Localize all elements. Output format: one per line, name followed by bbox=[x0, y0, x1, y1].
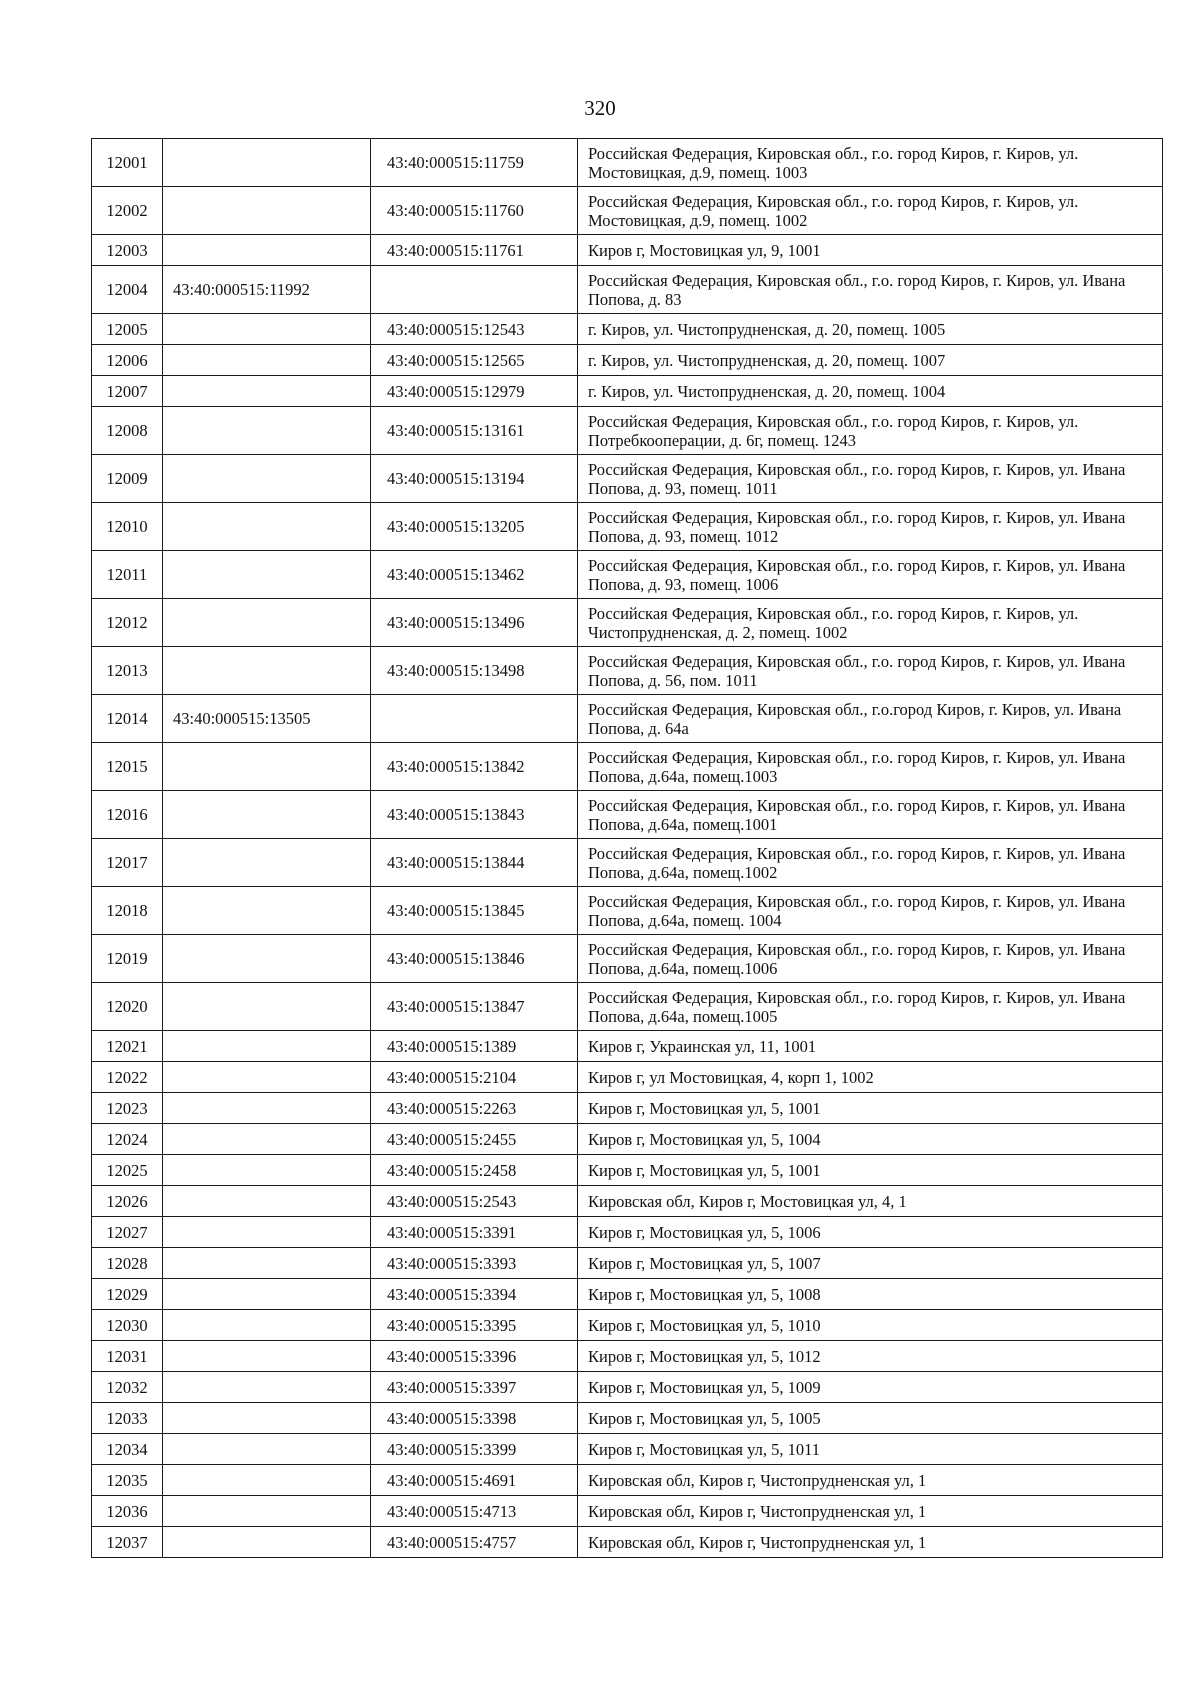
address: Российская Федерация, Кировская обл., г.о. город Киров, г. Киров, ул. Мостовицкая, д.9, помещ. 1003 bbox=[578, 139, 1163, 187]
row-number: 12013 bbox=[92, 647, 163, 695]
table-row bbox=[92, 1279, 1163, 1310]
cadastral-number: 43:40:000515:13462 bbox=[371, 551, 578, 599]
parent-cadastral-number bbox=[163, 743, 371, 791]
cadastral-number: 43:40:000515:4757 bbox=[371, 1527, 578, 1558]
row-number: 12012 bbox=[92, 599, 163, 647]
table-row bbox=[92, 1217, 1163, 1248]
cadastral-number: 43:40:000515:2458 bbox=[371, 1155, 578, 1186]
parent-cadastral-number bbox=[163, 1031, 371, 1062]
address: Российская Федерация, Кировская обл., г.о. город Киров, г. Киров, ул. Ивана Попова, д.64а, помещ.1003 bbox=[578, 743, 1163, 791]
row-number: 12015 bbox=[92, 743, 163, 791]
cadastral-number: 43:40:000515:3396 bbox=[371, 1341, 578, 1372]
table-row bbox=[92, 1434, 1163, 1465]
parent-cadastral-number bbox=[163, 407, 371, 455]
table-row bbox=[92, 743, 1163, 791]
table-row bbox=[92, 791, 1163, 839]
cadastral-number: 43:40:000515:13846 bbox=[371, 935, 578, 983]
cadastral-number: 43:40:000515:13843 bbox=[371, 791, 578, 839]
row-number: 12001 bbox=[92, 139, 163, 187]
address: Киров г, Мостовицкая ул, 9, 1001 bbox=[578, 235, 1163, 266]
table-row bbox=[92, 345, 1163, 376]
row-number: 12016 bbox=[92, 791, 163, 839]
row-number: 12009 bbox=[92, 455, 163, 503]
row-number: 12033 bbox=[92, 1403, 163, 1434]
row-number: 12028 bbox=[92, 1248, 163, 1279]
registry-table bbox=[91, 138, 1163, 1558]
table-row bbox=[92, 599, 1163, 647]
parent-cadastral-number bbox=[163, 1124, 371, 1155]
row-number: 12024 bbox=[92, 1124, 163, 1155]
cadastral-number: 43:40:000515:2543 bbox=[371, 1186, 578, 1217]
cadastral-number: 43:40:000515:3395 bbox=[371, 1310, 578, 1341]
parent-cadastral-number bbox=[163, 314, 371, 345]
row-number: 12036 bbox=[92, 1496, 163, 1527]
row-number: 12027 bbox=[92, 1217, 163, 1248]
row-number: 12018 bbox=[92, 887, 163, 935]
parent-cadastral-number bbox=[163, 455, 371, 503]
cadastral-number: 43:40:000515:1389 bbox=[371, 1031, 578, 1062]
parent-cadastral-number bbox=[163, 1434, 371, 1465]
parent-cadastral-number bbox=[163, 599, 371, 647]
row-number: 12002 bbox=[92, 187, 163, 235]
table-row bbox=[92, 887, 1163, 935]
address: Кировская обл, Киров г, Чистопрудненская ул, 1 bbox=[578, 1496, 1163, 1527]
table-row bbox=[92, 266, 1163, 314]
cadastral-number: 43:40:000515:2455 bbox=[371, 1124, 578, 1155]
address: Российская Федерация, Кировская обл., г.о. город Киров, г. Киров, ул. Ивана Попова, д. 83 bbox=[578, 266, 1163, 314]
table-row bbox=[92, 1031, 1163, 1062]
cadastral-number: 43:40:000515:2263 bbox=[371, 1093, 578, 1124]
cadastral-number: 43:40:000515:12979 bbox=[371, 376, 578, 407]
row-number: 12025 bbox=[92, 1155, 163, 1186]
address: Кировская обл, Киров г, Чистопрудненская ул, 1 bbox=[578, 1527, 1163, 1558]
address: Российская Федерация, Кировская обл., г.о. город Киров, г. Киров, ул. Ивана Попова, д. 93, помещ. 1011 bbox=[578, 455, 1163, 503]
parent-cadastral-number: 43:40:000515:13505 bbox=[163, 695, 371, 743]
cadastral-number: 43:40:000515:12565 bbox=[371, 345, 578, 376]
table-row bbox=[92, 1527, 1163, 1558]
parent-cadastral-number bbox=[163, 187, 371, 235]
parent-cadastral-number bbox=[163, 345, 371, 376]
address: Киров г, Мостовицкая ул, 5, 1007 bbox=[578, 1248, 1163, 1279]
parent-cadastral-number bbox=[163, 376, 371, 407]
table-row bbox=[92, 1248, 1163, 1279]
cadastral-number: 43:40:000515:13496 bbox=[371, 599, 578, 647]
parent-cadastral-number bbox=[163, 791, 371, 839]
address: Российская Федерация, Кировская обл., г.о. город Киров, г. Киров, ул. Ивана Попова, д.64а, помещ.1006 bbox=[578, 935, 1163, 983]
address: Киров г, Мостовицкая ул, 5, 1001 bbox=[578, 1093, 1163, 1124]
row-number: 12010 bbox=[92, 503, 163, 551]
table-row bbox=[92, 1186, 1163, 1217]
row-number: 12022 bbox=[92, 1062, 163, 1093]
cadastral-number: 43:40:000515:11760 bbox=[371, 187, 578, 235]
registry-table-body bbox=[92, 139, 1163, 1558]
row-number: 12023 bbox=[92, 1093, 163, 1124]
address: Киров г, Мостовицкая ул, 5, 1010 bbox=[578, 1310, 1163, 1341]
parent-cadastral-number bbox=[163, 1093, 371, 1124]
address: Российская Федерация, Кировская обл., г.о. город Киров, г. Киров, ул. Ивана Попова, д. 93, помещ. 1006 bbox=[578, 551, 1163, 599]
parent-cadastral-number bbox=[163, 1155, 371, 1186]
parent-cadastral-number bbox=[163, 551, 371, 599]
row-number: 12032 bbox=[92, 1372, 163, 1403]
table-row bbox=[92, 455, 1163, 503]
parent-cadastral-number bbox=[163, 139, 371, 187]
cadastral-number: 43:40:000515:13194 bbox=[371, 455, 578, 503]
table-row bbox=[92, 187, 1163, 235]
address: Киров г, Мостовицкая ул, 5, 1006 bbox=[578, 1217, 1163, 1248]
row-number: 12031 bbox=[92, 1341, 163, 1372]
parent-cadastral-number bbox=[163, 1496, 371, 1527]
address: Российская Федерация, Кировская обл., г.о. город Киров, г. Киров, ул. Ивана Попова, д.64а, помещ. 1004 bbox=[578, 887, 1163, 935]
row-number: 12034 bbox=[92, 1434, 163, 1465]
parent-cadastral-number bbox=[163, 887, 371, 935]
address: Российская Федерация, Кировская обл., г.о. город Киров, г. Киров, ул. Чистопрудненская, д. 2, помещ. 1002 bbox=[578, 599, 1163, 647]
address: Киров г, Мостовицкая ул, 5, 1005 bbox=[578, 1403, 1163, 1434]
address: Киров г, Мостовицкая ул, 5, 1011 bbox=[578, 1434, 1163, 1465]
row-number: 12020 bbox=[92, 983, 163, 1031]
parent-cadastral-number bbox=[163, 839, 371, 887]
address: Киров г, Мостовицкая ул, 5, 1012 bbox=[578, 1341, 1163, 1372]
address: Киров г, Мостовицкая ул, 5, 1009 bbox=[578, 1372, 1163, 1403]
address: Российская Федерация, Кировская обл., г.о. город Киров, г. Киров, ул. Ивана Попова, д.64а, помещ.1002 bbox=[578, 839, 1163, 887]
address: Кировская обл, Киров г, Чистопрудненская ул, 1 bbox=[578, 1465, 1163, 1496]
table-row bbox=[92, 1062, 1163, 1093]
parent-cadastral-number bbox=[163, 1217, 371, 1248]
table-row bbox=[92, 503, 1163, 551]
row-number: 12004 bbox=[92, 266, 163, 314]
table-row bbox=[92, 1403, 1163, 1434]
cadastral-number: 43:40:000515:13498 bbox=[371, 647, 578, 695]
parent-cadastral-number bbox=[163, 983, 371, 1031]
address: Российская Федерация, Кировская обл., г.о. город Киров, г. Киров, ул. Ивана Попова, д. 56, пом. 1011 bbox=[578, 647, 1163, 695]
table-row bbox=[92, 935, 1163, 983]
cadastral-number: 43:40:000515:11759 bbox=[371, 139, 578, 187]
cadastral-number: 43:40:000515:13161 bbox=[371, 407, 578, 455]
row-number: 12035 bbox=[92, 1465, 163, 1496]
cadastral-number bbox=[371, 695, 578, 743]
table-row bbox=[92, 839, 1163, 887]
address: Кировская обл, Киров г, Мостовицкая ул, 4, 1 bbox=[578, 1186, 1163, 1217]
row-number: 12005 bbox=[92, 314, 163, 345]
address: Киров г, Мостовицкая ул, 5, 1001 bbox=[578, 1155, 1163, 1186]
address: Киров г, Мостовицкая ул, 5, 1004 bbox=[578, 1124, 1163, 1155]
parent-cadastral-number bbox=[163, 1527, 371, 1558]
row-number: 12003 bbox=[92, 235, 163, 266]
parent-cadastral-number bbox=[163, 1465, 371, 1496]
parent-cadastral-number bbox=[163, 935, 371, 983]
address: Российская Федерация, Кировская обл., г.о. город Киров, г. Киров, ул. Мостовицкая, д.9, помещ. 1002 bbox=[578, 187, 1163, 235]
row-number: 12017 bbox=[92, 839, 163, 887]
cadastral-number: 43:40:000515:4713 bbox=[371, 1496, 578, 1527]
address: Киров г, Украинская ул, 11, 1001 bbox=[578, 1031, 1163, 1062]
parent-cadastral-number bbox=[163, 1403, 371, 1434]
address: Киров г, ул Мостовицкая, 4, корп 1, 1002 bbox=[578, 1062, 1163, 1093]
parent-cadastral-number bbox=[163, 647, 371, 695]
cadastral-number: 43:40:000515:4691 bbox=[371, 1465, 578, 1496]
parent-cadastral-number bbox=[163, 1248, 371, 1279]
cadastral-number: 43:40:000515:2104 bbox=[371, 1062, 578, 1093]
table-row bbox=[92, 695, 1163, 743]
parent-cadastral-number bbox=[163, 1186, 371, 1217]
parent-cadastral-number bbox=[163, 1310, 371, 1341]
address: Киров г, Мостовицкая ул, 5, 1008 bbox=[578, 1279, 1163, 1310]
address: Российская Федерация, Кировская обл., г.о. город Киров, г. Киров, ул. Потребкооперации, д. 6г, помещ. 1243 bbox=[578, 407, 1163, 455]
cadastral-number: 43:40:000515:3398 bbox=[371, 1403, 578, 1434]
table-row bbox=[92, 1496, 1163, 1527]
table-row bbox=[92, 983, 1163, 1031]
row-number: 12007 bbox=[92, 376, 163, 407]
row-number: 12006 bbox=[92, 345, 163, 376]
parent-cadastral-number bbox=[163, 1341, 371, 1372]
table-row bbox=[92, 235, 1163, 266]
table-row bbox=[92, 407, 1163, 455]
cadastral-number: 43:40:000515:3393 bbox=[371, 1248, 578, 1279]
cadastral-number: 43:40:000515:3394 bbox=[371, 1279, 578, 1310]
parent-cadastral-number bbox=[163, 1372, 371, 1403]
cadastral-number: 43:40:000515:13205 bbox=[371, 503, 578, 551]
parent-cadastral-number bbox=[163, 503, 371, 551]
address: Российская Федерация, Кировская обл., г.о.город Киров, г. Киров, ул. Ивана Попова, д. 64а bbox=[578, 695, 1163, 743]
row-number: 12014 bbox=[92, 695, 163, 743]
table-row bbox=[92, 1310, 1163, 1341]
address: Российская Федерация, Кировская обл., г.о. город Киров, г. Киров, ул. Ивана Попова, д.64а, помещ.1005 bbox=[578, 983, 1163, 1031]
parent-cadastral-number: 43:40:000515:11992 bbox=[163, 266, 371, 314]
row-number: 12011 bbox=[92, 551, 163, 599]
cadastral-number: 43:40:000515:13845 bbox=[371, 887, 578, 935]
cadastral-number: 43:40:000515:3397 bbox=[371, 1372, 578, 1403]
table-row bbox=[92, 1124, 1163, 1155]
row-number: 12019 bbox=[92, 935, 163, 983]
row-number: 12026 bbox=[92, 1186, 163, 1217]
row-number: 12029 bbox=[92, 1279, 163, 1310]
table-row bbox=[92, 1465, 1163, 1496]
table-row bbox=[92, 647, 1163, 695]
table-row bbox=[92, 139, 1163, 187]
table-row bbox=[92, 1155, 1163, 1186]
cadastral-number bbox=[371, 266, 578, 314]
table-row bbox=[92, 376, 1163, 407]
parent-cadastral-number bbox=[163, 235, 371, 266]
cadastral-number: 43:40:000515:3399 bbox=[371, 1434, 578, 1465]
table-row bbox=[92, 1341, 1163, 1372]
address: Российская Федерация, Кировская обл., г.о. город Киров, г. Киров, ул. Ивана Попова, д. 93, помещ. 1012 bbox=[578, 503, 1163, 551]
address: г. Киров, ул. Чистопрудненская, д. 20, помещ. 1004 bbox=[578, 376, 1163, 407]
address: Российская Федерация, Кировская обл., г.о. город Киров, г. Киров, ул. Ивана Попова, д.64а, помещ.1001 bbox=[578, 791, 1163, 839]
address: г. Киров, ул. Чистопрудненская, д. 20, помещ. 1005 bbox=[578, 314, 1163, 345]
table-row bbox=[92, 1093, 1163, 1124]
cadastral-number: 43:40:000515:3391 bbox=[371, 1217, 578, 1248]
row-number: 12008 bbox=[92, 407, 163, 455]
cadastral-number: 43:40:000515:12543 bbox=[371, 314, 578, 345]
table-row bbox=[92, 1372, 1163, 1403]
row-number: 12037 bbox=[92, 1527, 163, 1558]
parent-cadastral-number bbox=[163, 1279, 371, 1310]
address: г. Киров, ул. Чистопрудненская, д. 20, помещ. 1007 bbox=[578, 345, 1163, 376]
table-row bbox=[92, 314, 1163, 345]
cadastral-number: 43:40:000515:13844 bbox=[371, 839, 578, 887]
row-number: 12021 bbox=[92, 1031, 163, 1062]
cadastral-number: 43:40:000515:11761 bbox=[371, 235, 578, 266]
cadastral-number: 43:40:000515:13842 bbox=[371, 743, 578, 791]
table-row bbox=[92, 551, 1163, 599]
parent-cadastral-number bbox=[163, 1062, 371, 1093]
row-number: 12030 bbox=[92, 1310, 163, 1341]
page-number: 320 bbox=[584, 96, 616, 120]
cadastral-number: 43:40:000515:13847 bbox=[371, 983, 578, 1031]
